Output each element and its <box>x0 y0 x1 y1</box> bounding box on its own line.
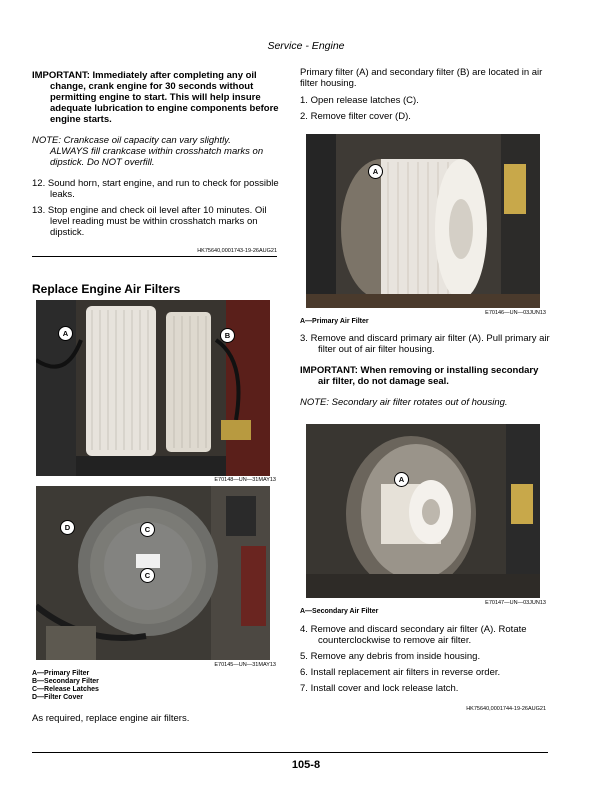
note-label: NOTE: <box>32 135 62 146</box>
running-header: Service - Engine <box>267 40 345 52</box>
important-label: IMPORTANT: <box>300 365 358 376</box>
divider <box>32 256 277 257</box>
note-label: NOTE: <box>300 397 330 408</box>
step-number: 3. <box>300 333 308 344</box>
photo-filter-housing <box>36 486 270 660</box>
step-number: 7. <box>300 683 308 694</box>
photo-id-4: E70147—UN—03JUN13 <box>485 600 546 606</box>
note-crankcase <box>32 135 280 168</box>
step-text: Remove any debris from inside housing. <box>310 651 481 662</box>
right-column-middle <box>300 333 550 408</box>
step-4 <box>300 624 550 646</box>
important-text: When removing or installing secondary air filter, do not damage seal. <box>318 365 539 387</box>
engine-photo-illustration <box>36 300 270 476</box>
legend-item: D—Filter Cover <box>32 694 83 701</box>
step-text: Open release latches (C). <box>310 95 419 106</box>
photo-id-3: E70146—UN—03JUN13 <box>485 310 546 316</box>
legend-item: A—Primary Filter <box>32 670 90 677</box>
important-text: Immediately after completing any oil change, crank engine for 30 seconds without permitting engine to start. This will help insure adequate lubrication to engine components before engine starts. <box>50 70 279 125</box>
photo-air-filters <box>36 300 270 476</box>
right-column <box>300 67 550 127</box>
step-6 <box>300 667 550 678</box>
step-number: 4. <box>300 624 308 635</box>
reference-code-1: HK75640,0001743-19-26AUG21 <box>197 248 277 254</box>
step-5 <box>300 651 550 662</box>
callout-a: A <box>368 164 383 179</box>
step-1 <box>300 95 550 106</box>
step-12 <box>32 178 280 200</box>
important-notice-oil <box>32 70 280 125</box>
intro-text: Primary filter (A) and secondary filter (B) are located in air filter housing. <box>300 67 543 89</box>
step-text: Sound horn, start engine, and run to check for possible leaks. <box>47 178 279 200</box>
figure-legend <box>32 670 99 702</box>
step-number: 12. <box>32 178 46 189</box>
step-text: Install cover and lock release latch. <box>310 683 459 694</box>
note-line1: Crankcase oil capacity can vary slightly. <box>63 135 231 146</box>
photo-primary-filter <box>306 134 540 308</box>
footer-divider <box>32 752 548 753</box>
photo-caption-3: A—Primary Air Filter <box>300 318 369 325</box>
photo-secondary-filter <box>306 424 540 598</box>
right-column-bottom <box>300 624 550 699</box>
photo-id-1: E70148—UN—31MAY13 <box>214 477 276 483</box>
step-text: Remove and discard secondary air filter (A). Rotate counterclockwise to remove air filter. <box>310 624 527 646</box>
section-title: Replace Engine Air Filters <box>32 282 181 296</box>
step-number: 1. <box>300 95 308 106</box>
note-line2: ALWAYS fill crankcase within crosshatch marks on dipstick. Do NOT overfill. <box>50 146 264 168</box>
reference-code-2: HK75640,0001744-19-26AUG21 <box>466 706 546 712</box>
callout-a: A <box>58 326 73 341</box>
important-label: IMPORTANT: <box>32 70 90 81</box>
secondary-filter-illustration <box>306 424 540 598</box>
note-rotate <box>300 397 550 408</box>
primary-filter-illustration <box>306 134 540 308</box>
step-3 <box>300 333 550 355</box>
page-number: 105-8 <box>291 759 321 771</box>
step-text: Remove and discard primary air filter (A). Pull primary air filter out of air filter housing. <box>310 333 550 355</box>
legend-item: C—Release Latches <box>32 686 99 693</box>
callout-b: B <box>220 328 235 343</box>
steps-open <box>300 95 550 122</box>
note-text: Secondary air filter rotates out of housing. <box>331 397 508 408</box>
step-13 <box>32 205 280 238</box>
important-notice-seal <box>300 365 550 387</box>
step-number: 2. <box>300 111 308 122</box>
step-text: Install replacement air filters in reverse order. <box>310 667 501 678</box>
step-2 <box>300 111 550 122</box>
step-7 <box>300 683 550 694</box>
closing-text: As required, replace engine air filters. <box>32 713 190 724</box>
step-text: Remove filter cover (D). <box>310 111 411 122</box>
photo-caption-4: A—Secondary Air Filter <box>300 608 379 615</box>
left-column <box>32 70 280 243</box>
step-text: Stop engine and check oil level after 10 minutes. Oil level reading must be within crosshatch marks on dipstick. <box>47 205 267 238</box>
legend-item: B—Secondary Filter <box>32 678 99 685</box>
callout-c-lower: C <box>140 568 155 583</box>
step-number: 13. <box>32 205 46 216</box>
step-number: 6. <box>300 667 308 678</box>
photo-id-2: E70145—UN—31MAY13 <box>214 662 276 668</box>
step-number: 5. <box>300 651 308 662</box>
callout-c-upper: C <box>140 522 155 537</box>
oil-steps <box>32 178 280 238</box>
callout-a: A <box>394 472 409 487</box>
callout-d: D <box>60 520 75 535</box>
